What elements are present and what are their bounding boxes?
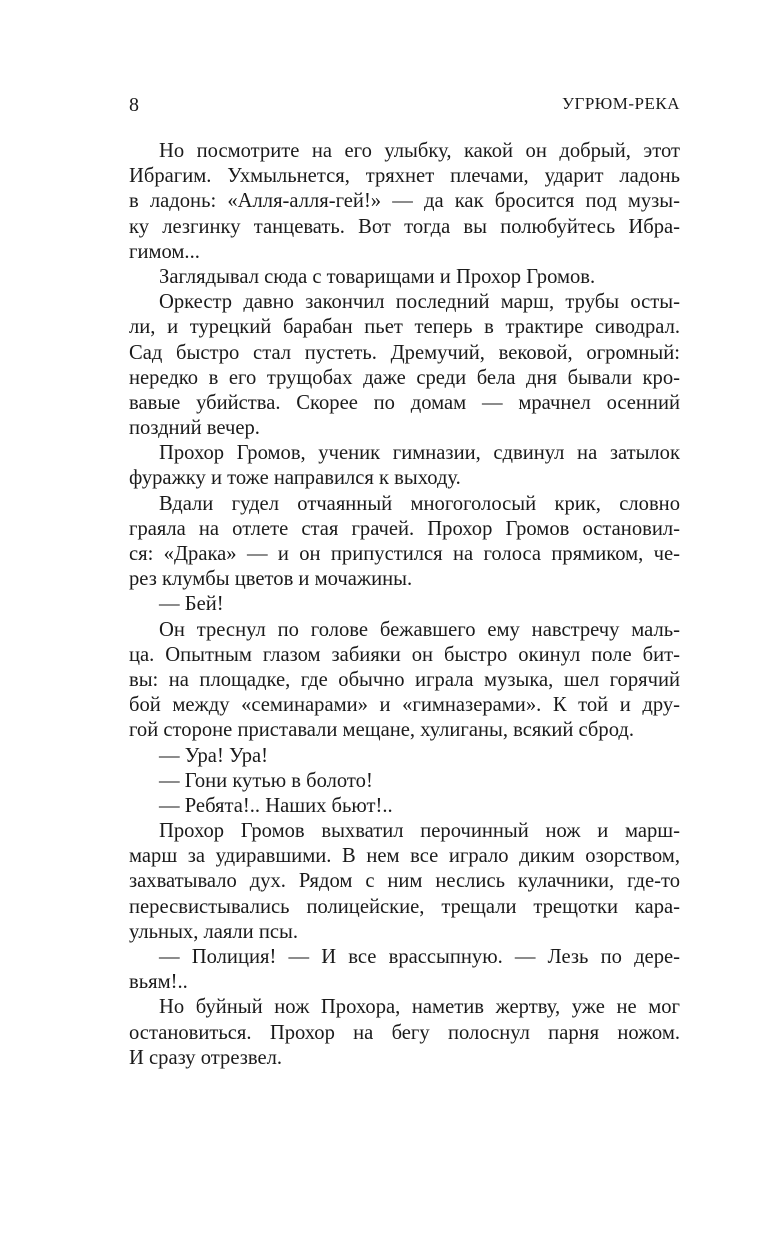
text-line: захватывало дух. Рядом с ним неслись кулачники, где-то xyxy=(129,870,680,893)
text-line: — Ребята!.. Наших бьют!.. xyxy=(159,794,393,817)
text-line: ульных, лаяли псы. xyxy=(129,920,298,943)
text-line: гимом... xyxy=(129,240,200,263)
text-line: марш за удиравшими. В нем все играло диким озорством, xyxy=(129,845,680,868)
text-line: — Полиция! — И все врассыпную. — Лезь по дере- xyxy=(159,946,680,968)
text-line: в ладонь: «Алля-алля-гей!» — да как бросится под музы- xyxy=(129,190,680,213)
text-line: Заглядывал сюда с товарищами и Прохор Громов. xyxy=(159,265,596,288)
page-header xyxy=(129,94,680,122)
text-line: Сад быстро стал пустеть. Дремучий, вековой, огромный: xyxy=(129,341,680,364)
page-number: 8 xyxy=(129,94,139,116)
text-line: И сразу отрезвел. xyxy=(129,1046,283,1069)
text-line: Ибрагим. Ухмыльнется, тряхнет плечами, ударит ладонь xyxy=(129,165,680,188)
text-line: Но буйный нож Прохора, наметив жертву, уже не мог xyxy=(159,996,680,1019)
text-line: вьям!.. xyxy=(129,971,188,994)
text-line: поздний вечер. xyxy=(129,417,260,440)
text-line: Прохор Громов выхватил перочинный нож и марш- xyxy=(159,820,680,843)
text-line: ку лезгинку танцевать. Вот тогда вы полюбуйтесь Ибра- xyxy=(129,215,680,238)
text-line: ли, и турецкий барабан пьет теперь в трактире сиводрал. xyxy=(129,316,680,339)
text-line: гой стороне приставали мещане, хулиганы, всякий сброд. xyxy=(129,719,635,742)
text-line: граяла на отлете стая грачей. Прохор Громов остановил- xyxy=(129,517,680,540)
body-text xyxy=(129,139,680,1071)
text-line: Но посмотрите на его улыбку, какой он добрый, этот xyxy=(159,140,680,162)
text-line: нередко в его трущобах даже среди бела дня бывали кро- xyxy=(129,366,680,389)
text-line: Он треснул по голове бежавшего ему навстречу маль- xyxy=(159,618,680,641)
text-line: фуражку и тоже направился к выходу. xyxy=(129,467,461,490)
text-line: вы: на площадке, где обычно играла музыка, шел горячий xyxy=(129,668,680,691)
text-line: Оркестр давно закончил последний марш, трубы осты- xyxy=(159,291,680,314)
text-line: бой между «семинарами» и «гимназерами». К той и дру- xyxy=(129,694,680,717)
text-line: пересвистывались полицейские, трещали трещотки кара- xyxy=(129,895,680,918)
text-line: — Гони кутью в болото! xyxy=(159,769,373,792)
running-title: УГРЮМ-РЕКА xyxy=(561,94,680,113)
text-line: ся: «Драка» — и он припустился на голоса прямиком, че- xyxy=(129,543,680,565)
text-line: — Бей! xyxy=(159,593,224,616)
text-line: ца. Опытным глазом забияки он быстро окинул поле бит- xyxy=(129,643,680,666)
text-line: вавые убийства. Скорее по домам — мрачнел осенний xyxy=(129,391,680,414)
text-line: рез клумбы цветов и мочажины. xyxy=(129,568,413,591)
text-line: Прохор Громов, ученик гимназии, сдвинул на затылок xyxy=(159,442,680,465)
text-line: — Ура! Ура! xyxy=(159,744,269,767)
text-line: остановиться. Прохор на бегу полоснул парня ножом. xyxy=(129,1021,680,1044)
text-line: Вдали гудел отчаянный многоголосый крик, словно xyxy=(159,492,680,515)
